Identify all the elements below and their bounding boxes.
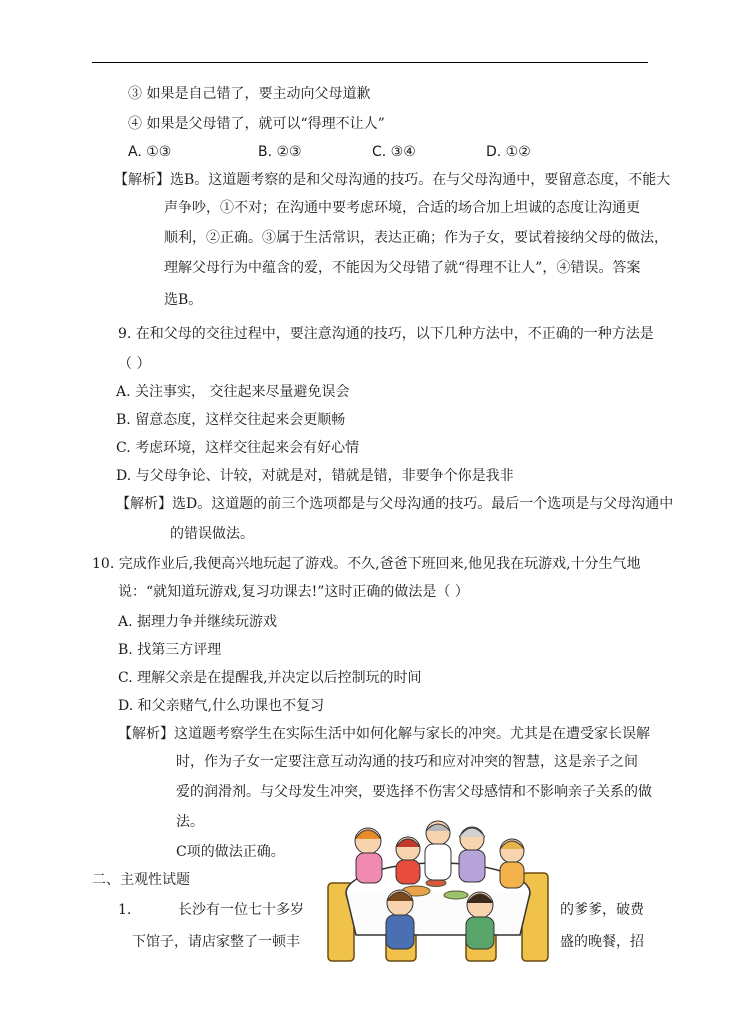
- q10-option-d: D. 和父亲赌气,什么功课也不复习: [118, 698, 325, 714]
- q10-option-a: A. 据理力争并继续玩游戏: [118, 614, 278, 630]
- q8-explanation-line-2: 声争吵，①不对；在沟通中要考虑环境，合适的场合加上坦诚的态度让沟通更: [164, 200, 640, 216]
- s2-q1-number: 1.: [118, 902, 132, 918]
- q10-explanation-line-2: 时，作为子女一定要注意互动沟通的技巧和应对冲突的智慧，这是亲子之间: [176, 754, 638, 770]
- q9-option-a: A. 关注事实， 交往起来尽量避免误会: [116, 384, 350, 400]
- q8-option-d: D. ①②: [486, 144, 531, 160]
- s2-q1-text-left-1: 长沙有一位七十多岁: [178, 902, 304, 918]
- q8-explanation-line-3: 顺利，②正确。③属于生活常识，表达正确；作为子女，要试着接纳父母的做法，: [164, 230, 668, 246]
- q8-option-a: A. ①③: [128, 144, 172, 160]
- q10-stem-line-2: 说：“就知道玩游戏,复习功课去!”这时正确的做法是（ ）: [118, 584, 469, 600]
- q10-explanation-line-4: 法。: [176, 814, 204, 830]
- q8-explanation-line-1: 【解析】选B。这道题考察的是和父母沟通的技巧。在与父母沟通中，要留意态度，不能大: [114, 172, 671, 188]
- q9-paren: （ ）: [118, 356, 151, 372]
- family-dinner-illustration: [326, 813, 552, 965]
- q9-option-c: C. 考虑环境，这样交往起来会有好心情: [116, 440, 360, 456]
- q8-item-3: ③ 如果是自己错了，要主动向父母道歉: [128, 86, 371, 102]
- s2-q1-text-left-2: 下馆子，请店家整了一顿丰: [132, 934, 300, 950]
- q8-explanation-line-5: 选B。: [164, 292, 203, 308]
- q9-option-d: D. 与父母争论、计较，对就是对，错就是错，非要争个你是我非: [116, 468, 514, 484]
- q10-explanation-line-5: C项的做法正确。: [176, 844, 285, 860]
- q10-explanation-line-1: 【解析】这道题考察学生在实际生活中如何化解与家长的冲突。尤其是在遭受家长误解: [118, 726, 650, 742]
- q9-explanation-line-2: 的错误做法。: [170, 526, 254, 542]
- q8-item-4: ④ 如果是父母错了，就可以“得理不让人”: [128, 116, 385, 132]
- q8-option-b: B. ②③: [258, 144, 302, 160]
- s2-q1-text-right-2: 盛的晚餐，招: [560, 934, 644, 950]
- header-rule: [92, 62, 648, 63]
- s2-q1-text-right-1: 的爹爹，破费: [560, 902, 644, 918]
- q10-explanation-line-3: 爱的润滑剂。与父母发生冲突，要选择不伤害父母感情和不影响亲子关系的做: [176, 784, 652, 800]
- q9-option-b: B. 留意态度，这样交往起来会更顺畅: [116, 412, 346, 428]
- q10-stem-line-1: 10. 完成作业后,我便高兴地玩起了游戏。不久,爸爸下班回来,他见我在玩游戏,十分生气地: [92, 556, 641, 572]
- q9-explanation-line-1: 【解析】选D。这道题的前三个选项都是与父母沟通的技巧。最后一个选项是与父母沟通中: [116, 496, 674, 512]
- q10-option-b: B. 找第三方评理: [118, 642, 222, 658]
- q9-stem: 9. 在和父母的交往过程中，要注意沟通的技巧，以下几种方法中，不正确的一种方法是: [118, 326, 654, 342]
- q10-option-c: C. 理解父亲是在提醒我,并决定以后控制玩的时间: [118, 670, 422, 686]
- q8-option-c: C. ③④: [372, 144, 416, 160]
- section-heading: 二、主观性试题: [92, 872, 190, 888]
- q8-explanation-line-4: 理解父母行为中蕴含的爱，不能因为父母错了就“得理不让人”，④错误。答案: [164, 260, 641, 276]
